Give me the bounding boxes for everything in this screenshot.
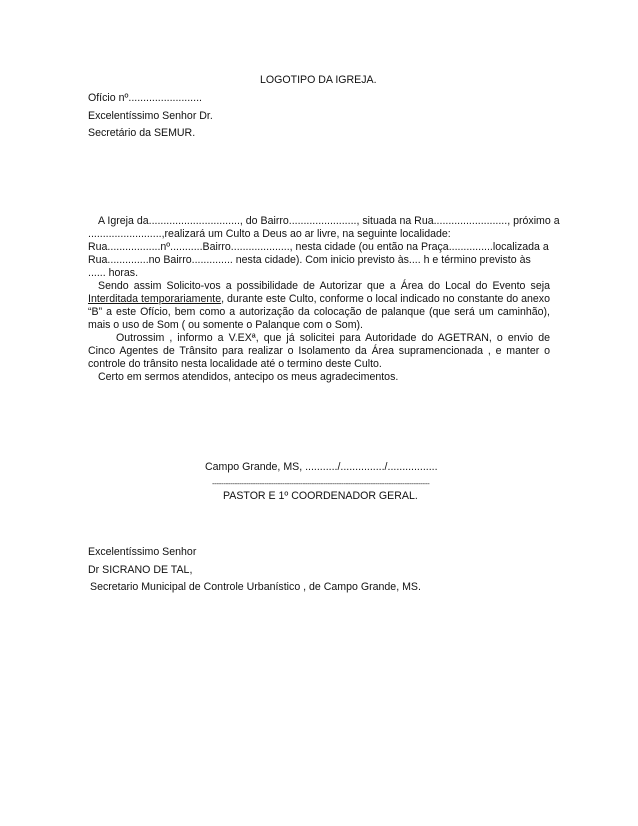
addressee-position: Secretario Municipal de Controle Urbanístico , de Campo Grande, MS. [90,581,421,593]
addressee-name: Dr SICRANO DE TAL, [88,564,193,576]
request-text-a: Sendo assim Solicito-vos a possibilidade de Autorizar que a Área do Local do Evento seja [98,280,550,292]
underlined-text: Interditada temporariamente [88,293,222,305]
city-date: Campo Grande, MS, .........../.............../................. [205,461,438,473]
recipient-title: Secretário da SEMUR. [88,127,196,139]
signer-title: PASTOR E 1º COORDENADOR GERAL. [223,490,418,502]
body-line: Rua..................nº...........Bairro...................., nesta cidade (ou então na Praça...............localizada a [88,241,549,253]
body-line: ...... horas. [88,267,139,279]
body-line: Rua..............no Bairro.............. nesta cidade). Com inicio previsto às.... h e término previsto às [88,254,531,266]
request-paragraph [88,280,550,332]
agetran-paragraph: Outrossim , informo a V.EXª, que já solicitei para Autoridade do AGETRAN, o envio de Cinco Agentes de Trânsito para realizar o Isolamento da Área supramencionada , e manter o controle do trânsito nesta localidade até o termino deste Culto. [88,332,550,370]
body-line: .........................,realizará um Culto a Deus ao ar livre, na seguinte localidade: [88,228,451,240]
thanks-paragraph: Certo em sermos atendidos, antecipo os meus agradecimentos. [98,371,399,383]
logo-placeholder: LOGOTIPO DA IGREJA. [260,74,377,86]
addressee-salutation: Excelentíssimo Senhor [88,546,197,558]
salutation: Excelentíssimo Senhor Dr. [88,110,213,122]
oficio-number: Ofício nº......................... [88,92,202,104]
letter-body [88,215,560,384]
signature-line: ------------------------------------------------------------------------------------------------ [212,479,430,488]
request-text-b: , durante este Culto, conforme o local indicado no constante do anexo “B” a este Ofício, bem como a autorização da colocação de palanque (que será um caminhão), mais o uso de Som ( ou somente o Palanque com o Som). [88,293,550,331]
body-line: A Igreja da..............................., do Bairro......................., situada na Rua........................., próximo a [98,215,560,227]
